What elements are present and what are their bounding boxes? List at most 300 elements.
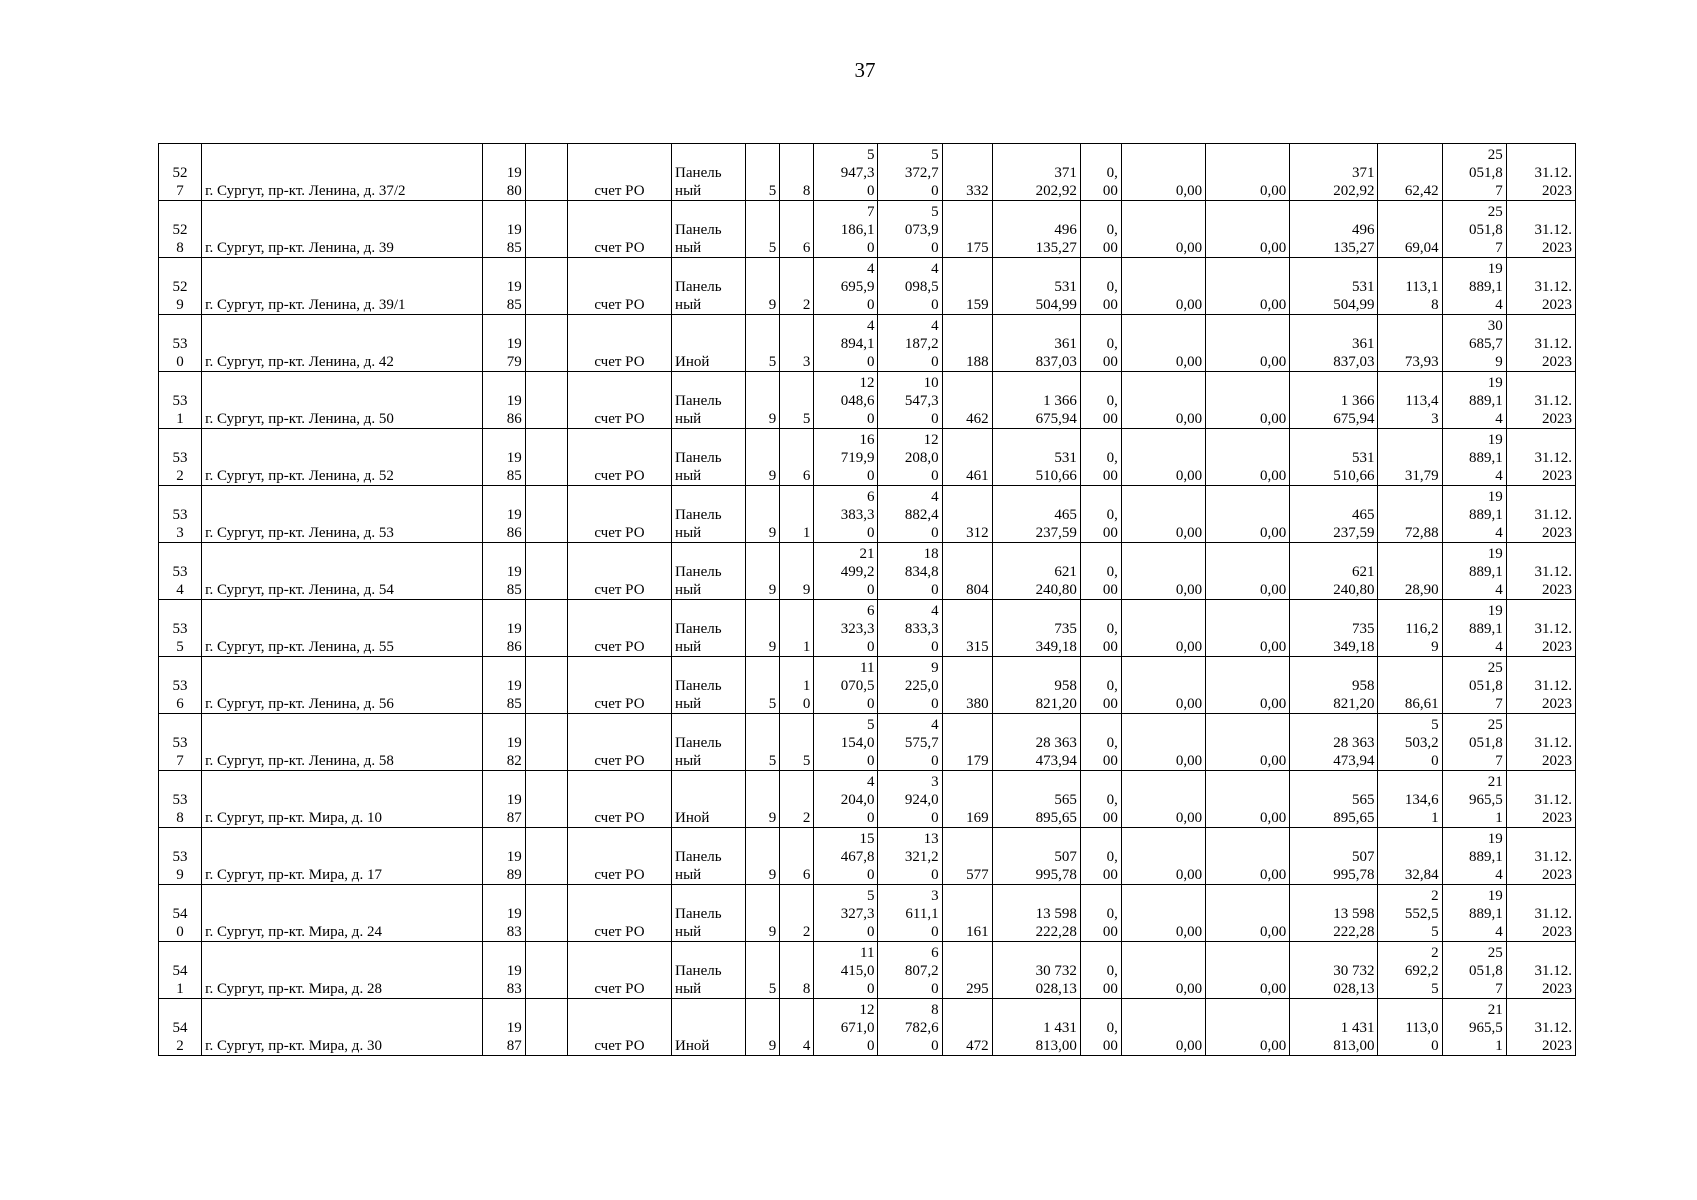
total-area-cell-text: 4 894,1 0	[840, 318, 875, 370]
total-cost-cell	[992, 201, 1080, 258]
floors-cell	[746, 885, 780, 942]
row-number-cell-text: 53 4	[172, 564, 188, 598]
owners-cost-cell	[1290, 543, 1378, 600]
owners-cost-cell	[1290, 144, 1378, 201]
living-area-cell-text: 8 782,6 0	[904, 1002, 939, 1054]
fund-method-cell	[567, 258, 671, 315]
local-cost-cell	[1206, 771, 1290, 828]
entrances-cell-text: 1	[802, 639, 811, 655]
wall-material-cell-text: Панель ный	[675, 165, 722, 199]
wall-material-cell	[672, 372, 746, 429]
floors-cell-text: 9	[768, 1038, 777, 1054]
residents-cell	[942, 828, 992, 885]
local-cost-cell	[1206, 828, 1290, 885]
table-row	[159, 657, 1576, 714]
living-area-cell	[878, 201, 942, 258]
local-cost-cell-text: 0,00	[1260, 411, 1287, 427]
wall-material-cell	[672, 657, 746, 714]
build-year-cell	[482, 486, 525, 543]
floors-cell	[746, 942, 780, 999]
address-cell	[202, 657, 483, 714]
residents-cell	[942, 543, 992, 600]
build-year-cell	[482, 543, 525, 600]
empty-cell	[525, 999, 567, 1056]
fund-method-cell	[567, 543, 671, 600]
wall-material-cell-text: Иной	[675, 1038, 710, 1054]
total-cost-cell	[992, 486, 1080, 543]
regional-cost-cell	[1121, 201, 1205, 258]
row-number-cell	[159, 828, 202, 885]
federal-cost-cell	[1080, 315, 1121, 372]
federal-cost-cell-text: 0, 00	[1102, 963, 1118, 997]
owners-cost-cell-text: 621 240,80	[1333, 564, 1375, 598]
fund-method-cell-text: счет РО	[594, 525, 645, 541]
floors-cell	[746, 315, 780, 372]
owners-cost-cell-text: 531 504,99	[1333, 279, 1375, 313]
owners-cost-cell	[1290, 258, 1378, 315]
total-area-cell-text: 4 204,0 0	[840, 774, 875, 826]
total-cost-cell	[992, 657, 1080, 714]
table-row	[159, 828, 1576, 885]
living-area-cell-text: 5 073,9 0	[904, 204, 939, 256]
entrances-cell-text: 8	[802, 183, 811, 199]
federal-cost-cell-text: 0, 00	[1102, 564, 1118, 598]
wall-material-cell	[672, 144, 746, 201]
floors-cell-text: 9	[768, 525, 777, 541]
unit-cost-cell-text: 32,84	[1404, 867, 1439, 883]
living-area-cell-text: 18 834,8 0	[904, 546, 939, 598]
row-number-cell	[159, 315, 202, 372]
local-cost-cell	[1206, 999, 1290, 1056]
empty-cell	[525, 942, 567, 999]
deadline-cell	[1506, 714, 1575, 771]
address-cell	[202, 600, 483, 657]
owners-cost-cell	[1290, 942, 1378, 999]
floors-cell	[746, 429, 780, 486]
deadline-cell-text: 31.12. 2023	[1534, 165, 1572, 199]
total-area-cell	[814, 315, 878, 372]
local-cost-cell-text: 0,00	[1260, 468, 1287, 484]
address-cell	[202, 885, 483, 942]
regional-cost-cell-text: 0,00	[1175, 240, 1203, 256]
deadline-cell	[1506, 201, 1575, 258]
owners-cost-cell	[1290, 828, 1378, 885]
residents-cell	[942, 771, 992, 828]
total-area-cell-text: 12 671,0 0	[840, 1002, 875, 1054]
total-cost-cell	[992, 885, 1080, 942]
total-cost-cell-text: 1 366 675,94	[1035, 393, 1077, 427]
owners-cost-cell	[1290, 600, 1378, 657]
federal-cost-cell	[1080, 429, 1121, 486]
deadline-cell	[1506, 771, 1575, 828]
entrances-cell	[780, 999, 814, 1056]
floors-cell-text: 5	[768, 696, 777, 712]
empty-cell	[525, 429, 567, 486]
residents-cell-text: 161	[966, 924, 989, 940]
floors-cell	[746, 657, 780, 714]
owners-cost-cell	[1290, 315, 1378, 372]
regional-cost-cell-text: 0,00	[1175, 582, 1203, 598]
living-area-cell-text: 12 208,0 0	[904, 432, 939, 484]
total-cost-cell-text: 361 837,03	[1035, 336, 1077, 370]
total-cost-cell-text: 735 349,18	[1035, 621, 1077, 655]
unit-cost-cell	[1378, 486, 1442, 543]
build-year-cell	[482, 885, 525, 942]
row-number-cell	[159, 657, 202, 714]
wall-material-cell	[672, 258, 746, 315]
address-cell-text: г. Сургут, пр-кт. Мира, д. 30	[205, 1038, 382, 1054]
wall-material-cell	[672, 543, 746, 600]
entrances-cell	[780, 714, 814, 771]
wall-material-cell-text: Панель ный	[675, 735, 722, 769]
total-cost-cell-text: 13 598 222,28	[1035, 906, 1077, 940]
living-area-cell	[878, 315, 942, 372]
wall-material-cell	[672, 429, 746, 486]
address-cell	[202, 999, 483, 1056]
address-cell	[202, 201, 483, 258]
limit-cost-cell-text: 25 051,8 7	[1468, 204, 1503, 256]
entrances-cell	[780, 201, 814, 258]
limit-cost-cell-text: 19 889,1 4	[1468, 603, 1503, 655]
total-area-cell-text: 15 467,8 0	[840, 831, 875, 883]
federal-cost-cell	[1080, 201, 1121, 258]
row-number-cell-text: 53 9	[172, 849, 188, 883]
fund-method-cell	[567, 999, 671, 1056]
residents-cell-text: 188	[966, 354, 989, 370]
floors-cell-text: 9	[768, 867, 777, 883]
unit-cost-cell-text: 73,93	[1404, 354, 1439, 370]
residents-cell	[942, 885, 992, 942]
deadline-cell	[1506, 372, 1575, 429]
fund-method-cell	[567, 657, 671, 714]
row-number-cell	[159, 486, 202, 543]
unit-cost-cell-text: 5 503,2 0	[1404, 717, 1439, 769]
regional-cost-cell	[1121, 885, 1205, 942]
living-area-cell	[878, 771, 942, 828]
total-cost-cell-text: 371 202,92	[1035, 165, 1077, 199]
regional-cost-cell	[1121, 144, 1205, 201]
deadline-cell-text: 31.12. 2023	[1534, 450, 1572, 484]
living-area-cell	[878, 486, 942, 543]
wall-material-cell-text: Панель ный	[675, 678, 722, 712]
total-cost-cell-text: 496 135,27	[1035, 222, 1077, 256]
limit-cost-cell-text: 19 889,1 4	[1468, 432, 1503, 484]
address-cell	[202, 144, 483, 201]
owners-cost-cell-text: 735 349,18	[1333, 621, 1375, 655]
local-cost-cell-text: 0,00	[1260, 582, 1287, 598]
total-cost-cell	[992, 714, 1080, 771]
fund-method-cell-text: счет РО	[594, 1038, 645, 1054]
row-number-cell-text: 53 8	[172, 792, 188, 826]
residents-cell-text: 472	[966, 1038, 989, 1054]
address-cell-text: г. Сургут, пр-кт. Ленина, д. 58	[205, 753, 394, 769]
deadline-cell-text: 31.12. 2023	[1534, 1020, 1572, 1054]
local-cost-cell-text: 0,00	[1260, 354, 1287, 370]
fund-method-cell	[567, 372, 671, 429]
address-cell-text: г. Сургут, пр-кт. Ленина, д. 42	[205, 354, 394, 370]
deadline-cell	[1506, 144, 1575, 201]
total-cost-cell-text: 28 363 473,94	[1035, 735, 1077, 769]
table-row	[159, 771, 1576, 828]
table-row	[159, 600, 1576, 657]
total-cost-cell	[992, 258, 1080, 315]
wall-material-cell-text: Панель ный	[675, 621, 722, 655]
residents-cell-text: 380	[966, 696, 989, 712]
residents-cell	[942, 372, 992, 429]
federal-cost-cell-text: 0, 00	[1102, 678, 1118, 712]
regional-cost-cell	[1121, 714, 1205, 771]
federal-cost-cell	[1080, 258, 1121, 315]
residents-cell-text: 577	[966, 867, 989, 883]
floors-cell-text: 9	[768, 468, 777, 484]
total-area-cell	[814, 429, 878, 486]
owners-cost-cell-text: 565 895,65	[1333, 792, 1375, 826]
regional-cost-cell-text: 0,00	[1175, 810, 1203, 826]
regional-cost-cell-text: 0,00	[1175, 525, 1203, 541]
floors-cell-text: 9	[768, 924, 777, 940]
owners-cost-cell-text: 465 237,59	[1333, 507, 1375, 541]
residents-cell	[942, 999, 992, 1056]
entrances-cell-text: 6	[802, 867, 811, 883]
federal-cost-cell	[1080, 486, 1121, 543]
local-cost-cell-text: 0,00	[1260, 639, 1287, 655]
floors-cell	[746, 486, 780, 543]
residents-cell	[942, 600, 992, 657]
empty-cell	[525, 600, 567, 657]
fund-method-cell	[567, 885, 671, 942]
total-area-cell	[814, 657, 878, 714]
total-area-cell	[814, 543, 878, 600]
owners-cost-cell-text: 507 995,78	[1333, 849, 1375, 883]
total-area-cell	[814, 999, 878, 1056]
total-area-cell-text: 11 070,5 0	[840, 660, 875, 712]
unit-cost-cell-text: 116,2 9	[1405, 621, 1439, 655]
wall-material-cell	[672, 885, 746, 942]
table-row	[159, 258, 1576, 315]
wall-material-cell	[672, 942, 746, 999]
total-cost-cell-text: 565 895,65	[1035, 792, 1077, 826]
row-number-cell-text: 54 1	[172, 963, 188, 997]
federal-cost-cell-text: 0, 00	[1102, 621, 1118, 655]
total-cost-cell	[992, 144, 1080, 201]
empty-cell	[525, 258, 567, 315]
residents-cell	[942, 657, 992, 714]
living-area-cell-text: 10 547,3 0	[904, 375, 939, 427]
local-cost-cell-text: 0,00	[1260, 810, 1287, 826]
local-cost-cell-text: 0,00	[1260, 924, 1287, 940]
limit-cost-cell	[1442, 486, 1506, 543]
residents-cell-text: 312	[966, 525, 989, 541]
regional-cost-cell-text: 0,00	[1175, 1038, 1203, 1054]
limit-cost-cell	[1442, 999, 1506, 1056]
total-area-cell	[814, 885, 878, 942]
floors-cell-text: 9	[768, 582, 777, 598]
local-cost-cell	[1206, 258, 1290, 315]
total-cost-cell-text: 531 504,99	[1035, 279, 1077, 313]
total-area-cell	[814, 372, 878, 429]
federal-cost-cell	[1080, 714, 1121, 771]
address-cell-text: г. Сургут, пр-кт. Мира, д. 10	[205, 810, 382, 826]
regional-cost-cell	[1121, 600, 1205, 657]
unit-cost-cell	[1378, 999, 1442, 1056]
local-cost-cell	[1206, 657, 1290, 714]
limit-cost-cell-text: 25 051,8 7	[1468, 717, 1503, 769]
unit-cost-cell	[1378, 600, 1442, 657]
owners-cost-cell-text: 1 366 675,94	[1333, 393, 1375, 427]
local-cost-cell	[1206, 486, 1290, 543]
regional-cost-cell	[1121, 543, 1205, 600]
build-year-cell-text: 19 86	[506, 393, 522, 427]
floors-cell-text: 5	[768, 753, 777, 769]
floors-cell-text: 5	[768, 981, 777, 997]
federal-cost-cell-text: 0, 00	[1102, 336, 1118, 370]
build-year-cell	[482, 828, 525, 885]
floors-cell-text: 9	[768, 411, 777, 427]
total-area-cell-text: 5 154,0 0	[840, 717, 875, 769]
fund-method-cell	[567, 201, 671, 258]
living-area-cell-text: 4 882,4 0	[904, 489, 939, 541]
federal-cost-cell-text: 0, 00	[1102, 222, 1118, 256]
fund-method-cell-text: счет РО	[594, 468, 645, 484]
residents-cell-text: 315	[966, 639, 989, 655]
living-area-cell	[878, 600, 942, 657]
table-row	[159, 885, 1576, 942]
unit-cost-cell-text: 62,42	[1404, 183, 1439, 199]
wall-material-cell-text: Панель ный	[675, 279, 722, 313]
owners-cost-cell	[1290, 486, 1378, 543]
row-number-cell-text: 53 2	[172, 450, 188, 484]
total-cost-cell-text: 30 732 028,13	[1035, 963, 1077, 997]
residents-cell-text: 159	[966, 297, 989, 313]
fund-method-cell-text: счет РО	[594, 981, 645, 997]
row-number-cell-text: 53 0	[172, 336, 188, 370]
deadline-cell	[1506, 885, 1575, 942]
floors-cell-text: 5	[768, 240, 777, 256]
row-number-cell-text: 54 0	[172, 906, 188, 940]
owners-cost-cell-text: 496 135,27	[1333, 222, 1375, 256]
federal-cost-cell	[1080, 600, 1121, 657]
build-year-cell-text: 19 86	[506, 507, 522, 541]
address-cell	[202, 828, 483, 885]
fund-method-cell-text: счет РО	[594, 696, 645, 712]
wall-material-cell	[672, 828, 746, 885]
row-number-cell-text: 52 7	[172, 165, 188, 199]
residents-cell-text: 332	[966, 183, 989, 199]
unit-cost-cell-text: 2 552,5 5	[1404, 888, 1439, 940]
federal-cost-cell-text: 0, 00	[1102, 450, 1118, 484]
entrances-cell-text: 2	[802, 810, 811, 826]
deadline-cell	[1506, 486, 1575, 543]
entrances-cell	[780, 144, 814, 201]
local-cost-cell	[1206, 714, 1290, 771]
wall-material-cell	[672, 600, 746, 657]
owners-cost-cell	[1290, 885, 1378, 942]
address-cell	[202, 372, 483, 429]
wall-material-cell-text: Панель ный	[675, 963, 722, 997]
living-area-cell-text: 4 833,3 0	[904, 603, 939, 655]
wall-material-cell-text: Панель ный	[675, 564, 722, 598]
build-year-cell	[482, 372, 525, 429]
build-year-cell-text: 19 83	[506, 906, 522, 940]
regional-cost-cell-text: 0,00	[1175, 411, 1203, 427]
build-year-cell	[482, 999, 525, 1056]
owners-cost-cell-text: 13 598 222,28	[1333, 906, 1375, 940]
address-cell	[202, 771, 483, 828]
unit-cost-cell	[1378, 828, 1442, 885]
entrances-cell-text: 5	[802, 411, 811, 427]
unit-cost-cell-text: 2 692,2 5	[1404, 945, 1439, 997]
floors-cell-text: 9	[768, 297, 777, 313]
build-year-cell	[482, 258, 525, 315]
table-row	[159, 144, 1576, 201]
total-cost-cell	[992, 600, 1080, 657]
deadline-cell-text: 31.12. 2023	[1534, 963, 1572, 997]
housing-registry-table	[158, 143, 1576, 1056]
residents-cell-text: 461	[966, 468, 989, 484]
floors-cell-text: 5	[768, 183, 777, 199]
living-area-cell-text: 3 611,1 0	[905, 888, 939, 940]
fund-method-cell	[567, 144, 671, 201]
build-year-cell-text: 19 87	[506, 1020, 522, 1054]
row-number-cell-text: 52 8	[172, 222, 188, 256]
local-cost-cell	[1206, 600, 1290, 657]
total-area-cell	[814, 828, 878, 885]
local-cost-cell	[1206, 429, 1290, 486]
local-cost-cell	[1206, 942, 1290, 999]
federal-cost-cell	[1080, 999, 1121, 1056]
federal-cost-cell	[1080, 885, 1121, 942]
build-year-cell	[482, 942, 525, 999]
unit-cost-cell	[1378, 771, 1442, 828]
local-cost-cell-text: 0,00	[1260, 297, 1287, 313]
empty-cell	[525, 543, 567, 600]
table-row	[159, 315, 1576, 372]
limit-cost-cell	[1442, 885, 1506, 942]
address-cell-text: г. Сургут, пр-кт. Ленина, д. 53	[205, 525, 394, 541]
living-area-cell	[878, 942, 942, 999]
total-cost-cell	[992, 429, 1080, 486]
address-cell	[202, 714, 483, 771]
owners-cost-cell	[1290, 714, 1378, 771]
living-area-cell-text: 3 924,0 0	[904, 774, 939, 826]
deadline-cell-text: 31.12. 2023	[1534, 849, 1572, 883]
total-cost-cell-text: 531 510,66	[1035, 450, 1077, 484]
limit-cost-cell-text: 21 965,5 1	[1468, 1002, 1503, 1054]
owners-cost-cell-text: 361 837,03	[1333, 336, 1375, 370]
residents-cell	[942, 144, 992, 201]
address-cell-text: г. Сургут, пр-кт. Ленина, д. 54	[205, 582, 394, 598]
unit-cost-cell-text: 28,90	[1404, 582, 1439, 598]
deadline-cell	[1506, 600, 1575, 657]
regional-cost-cell	[1121, 486, 1205, 543]
unit-cost-cell	[1378, 201, 1442, 258]
federal-cost-cell	[1080, 942, 1121, 999]
build-year-cell-text: 19 87	[506, 792, 522, 826]
unit-cost-cell-text: 72,88	[1404, 525, 1439, 541]
floors-cell	[746, 144, 780, 201]
living-area-cell	[878, 372, 942, 429]
total-area-cell-text: 21 499,2 0	[840, 546, 875, 598]
total-area-cell-text: 12 048,6 0	[840, 375, 875, 427]
unit-cost-cell-text: 113,0 0	[1405, 1020, 1439, 1054]
regional-cost-cell	[1121, 942, 1205, 999]
total-cost-cell	[992, 999, 1080, 1056]
fund-method-cell	[567, 942, 671, 999]
limit-cost-cell-text: 19 889,1 4	[1468, 489, 1503, 541]
living-area-cell	[878, 657, 942, 714]
local-cost-cell-text: 0,00	[1260, 1038, 1287, 1054]
owners-cost-cell	[1290, 429, 1378, 486]
